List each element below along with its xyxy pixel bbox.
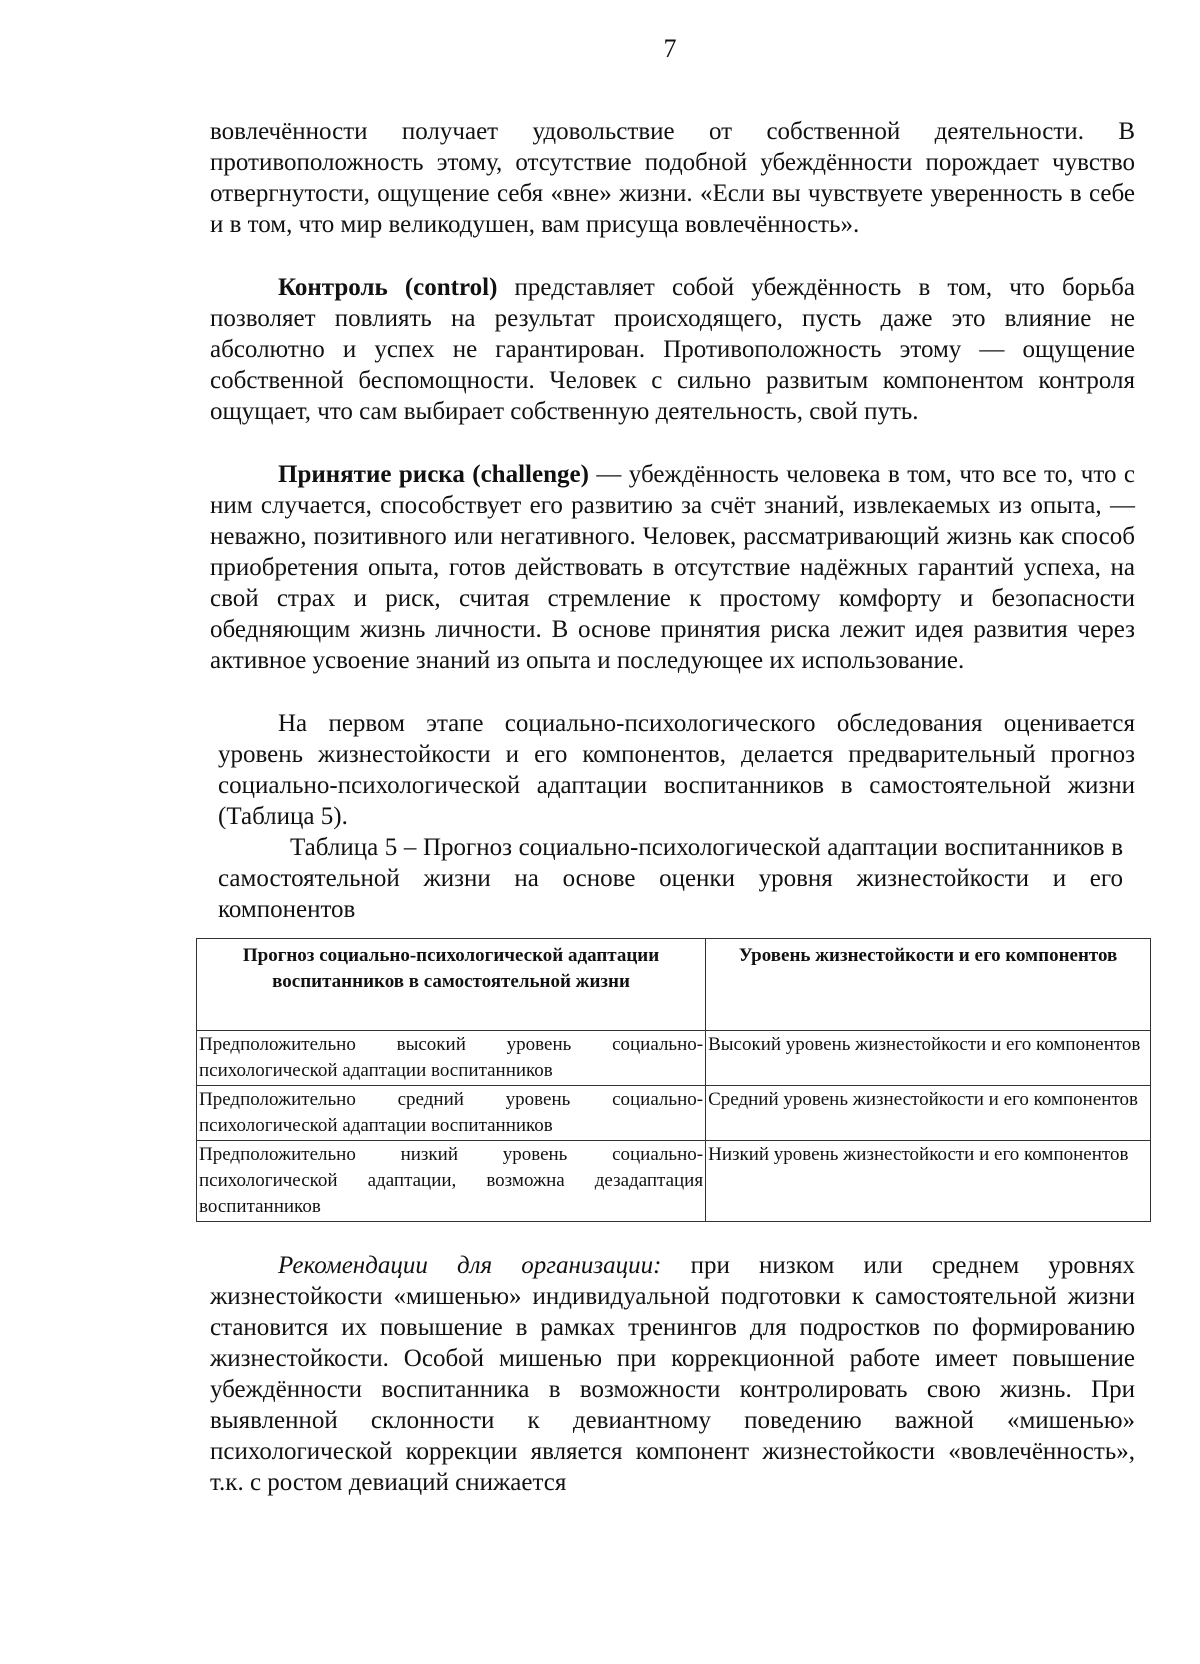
table-cell-forecast: Предположительно низкий уровень социально-психологической адаптации, возможна дезадаптация воспитанников xyxy=(197,1141,706,1222)
paragraph-first-stage: На первом этапе социально-психологического обследования оценивается уровень жизнестойкости и его компонентов, делается предварительный прогноз социально-психологической адаптации воспитанников в самостоятельной жизни (Таблица 5). xyxy=(218,710,1135,830)
table-row xyxy=(197,1031,1151,1086)
table-header-level: Уровень жизнестойкости и его компонентов xyxy=(706,939,1151,1031)
table-header-row xyxy=(197,939,1151,1031)
table-cell-forecast: Предположительно высокий уровень социально-психологической адаптации воспитанников xyxy=(197,1031,706,1086)
recommendations-lead: Рекомендации для организации: xyxy=(278,1252,662,1279)
paragraph-challenge-text: — убеждённость человека в том, что все то, что с ним случается, способствует его развитию за счёт знаний, извлекаемых из опыта, — неважно, позитивного или негативного. Человек, рассматривающий жизнь как способ приобретения опыта, готов действовать в отсутствие надёжных гарантий успеха, на свой страх и риск, считая стремление к простому комфорту и безопасности обедняющим жизнь личности. В основе принятия риска лежит идея развития через активное усвоение знаний из опыта и последующее их использование. xyxy=(210,461,1135,674)
paragraph-control xyxy=(210,272,1135,427)
table-cell-level: Низкий уровень жизнестойкости и его компонентов xyxy=(706,1141,1151,1222)
table-header-forecast: Прогноз социально-психологической адаптации воспитанников в самостоятельной жизни xyxy=(197,939,706,1031)
paragraph-involvement: вовлечённости получает удовольствие от собственной деятельности. В противоположность этому, отсутствие подобной убеждённости порождает чувство отвергнутости, ощущение себя «вне» жизни. «Если вы чувствуете уверенность в себе и в том, что мир великодушен, вам присуща вовлечённость». xyxy=(210,118,1135,238)
paragraph-challenge xyxy=(210,459,1135,676)
table-cell-level: Высокий уровень жизнестойкости и его компонентов xyxy=(706,1031,1151,1086)
forecast-table xyxy=(196,938,1151,1222)
term-challenge: Принятие риска (challenge) xyxy=(278,461,589,488)
table-row xyxy=(197,1141,1151,1222)
table-caption: Таблица 5 – Прогноз социально-психологической адаптации воспитанников в самостоятельной жизни на основе оценки уровня жизнестойкости и его компонентов xyxy=(218,834,1123,923)
paragraph-recommendations xyxy=(210,1250,1135,1498)
table-row xyxy=(197,1086,1151,1141)
table-cell-level: Средний уровень жизнестойкости и его компонентов xyxy=(706,1086,1151,1141)
recommendations-text: при низком или среднем уровнях жизнестойкости «мишенью» индивидуальной подготовки к самостоятельной жизни становится их повышение в рамках тренингов для подростков по формированию жизнестойкости. Особой мишенью при коррекционной работе имеет повышение убеждённости воспитанника в возможности контролировать свою жизнь. При выявленной склонности к девиантному поведению важной «мишенью» психологической коррекции является компонент жизнестойкости «вовлечённость», т.к. с ростом девиаций снижается xyxy=(210,1252,1135,1496)
paragraph-control-text: представляет собой убеждённость в том, что борьба позволяет повлиять на результат происходящего, пусть даже это влияние не абсолютно и успех не гарантирован. Противоположность этому — ощущение собственной беспомощности. Человек с сильно развитым компонентом контроля ощущает, что сам выбирает собственную деятельность, свой путь. xyxy=(210,274,1135,425)
table-cell-forecast: Предположительно средний уровень социально-психологической адаптации воспитанников xyxy=(197,1086,706,1141)
page-number: 7 xyxy=(663,34,677,63)
term-control: Контроль (control) xyxy=(278,274,498,301)
